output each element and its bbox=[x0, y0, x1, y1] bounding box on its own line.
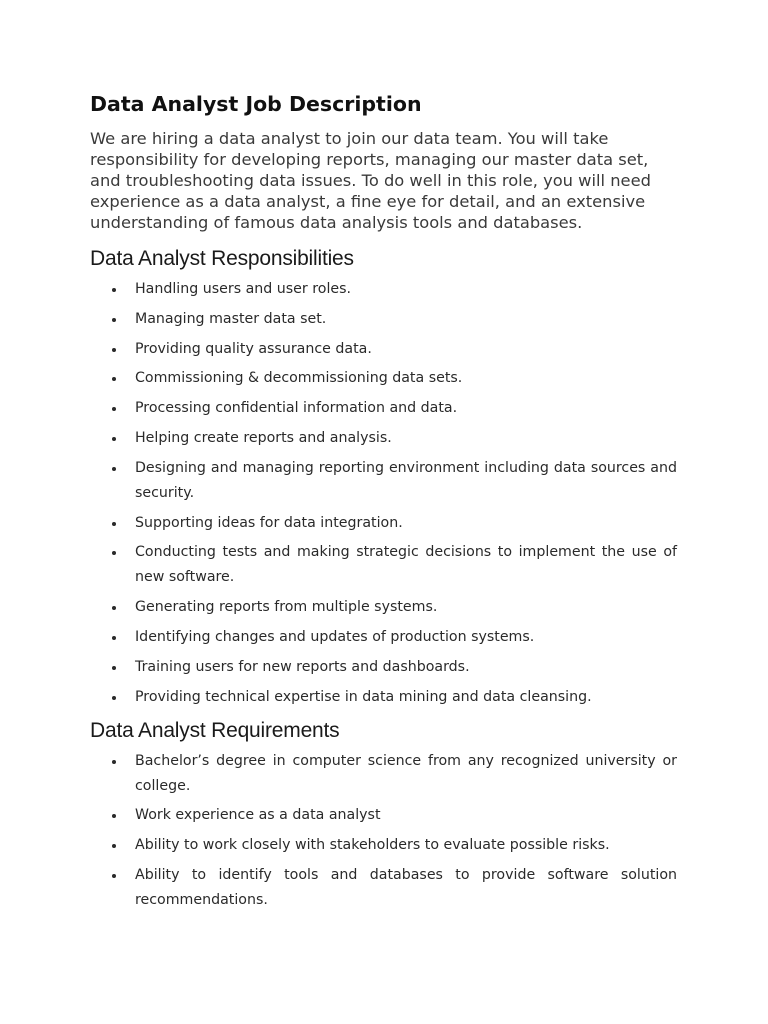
list-item: Ability to identify tools and databases to provide software solution recommendations. bbox=[90, 863, 677, 913]
list-item: Bachelor’s degree in computer science from any recognized university or college. bbox=[90, 749, 677, 799]
intro-paragraph: We are hiring a data analyst to join our data team. You will take responsibility for developing reports, managing our master data set, and troubleshooting data issues. To do well in this role, you will need experience as a data analyst, a fine eye for detail, and an extensive understanding of famous data analysis tools and databases. bbox=[90, 129, 651, 232]
list-item: Providing quality assurance data. bbox=[90, 337, 677, 362]
requirements-heading: Data Analyst Requirements bbox=[90, 718, 340, 742]
list-item: Supporting ideas for data integration. bbox=[90, 511, 677, 536]
list-item: Work experience as a data analyst bbox=[90, 803, 677, 828]
list-item: Designing and managing reporting environment including data sources and security. bbox=[90, 456, 677, 506]
responsibilities-list bbox=[90, 277, 677, 710]
document-title: Data Analyst Job Description bbox=[90, 92, 422, 116]
list-item: Ability to work closely with stakeholders to evaluate possible risks. bbox=[90, 833, 677, 858]
requirements-list bbox=[90, 749, 677, 913]
list-item: Conducting tests and making strategic decisions to implement the use of new software. bbox=[90, 540, 677, 590]
list-item: Handling users and user roles. bbox=[90, 277, 677, 302]
list-item: Processing confidential information and data. bbox=[90, 396, 677, 421]
responsibilities-heading: Data Analyst Responsibilities bbox=[90, 247, 354, 270]
list-item: Helping create reports and analysis. bbox=[90, 426, 677, 451]
document-page bbox=[90, 90, 677, 918]
list-item: Generating reports from multiple systems. bbox=[90, 595, 677, 620]
list-item: Providing technical expertise in data mining and data cleansing. bbox=[90, 685, 677, 710]
list-item: Training users for new reports and dashboards. bbox=[90, 655, 677, 680]
list-item: Managing master data set. bbox=[90, 307, 677, 332]
list-item: Commissioning & decommissioning data sets. bbox=[90, 366, 677, 391]
list-item: Identifying changes and updates of production systems. bbox=[90, 625, 677, 650]
